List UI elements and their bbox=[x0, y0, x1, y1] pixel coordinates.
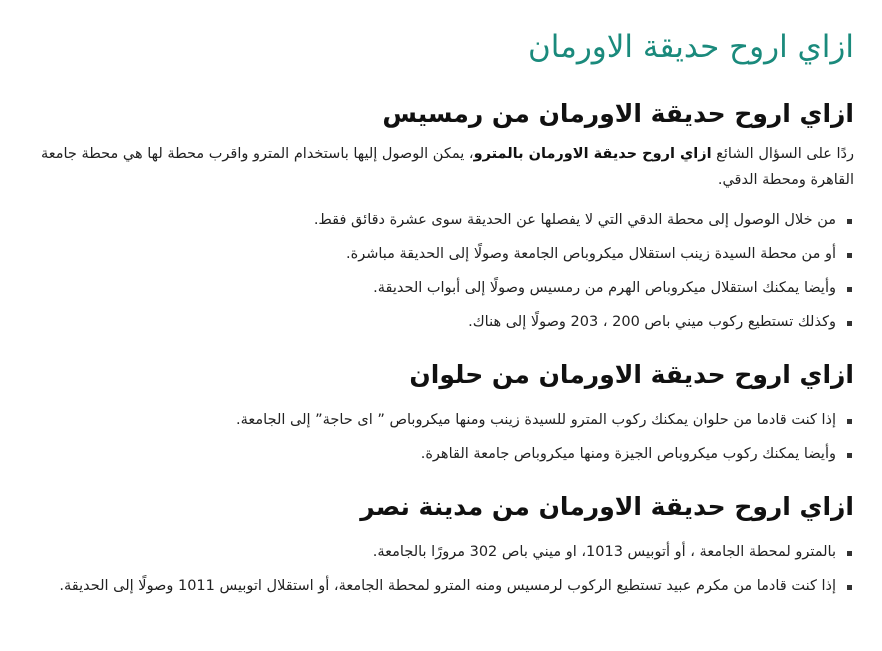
list-item: بالمترو لمحطة الجامعة ، أو أتوبيس 1013، او ميني باص 302 مرورًا بالجامعة. bbox=[20, 539, 836, 565]
section-nasr-city bbox=[20, 489, 854, 599]
bullet-list bbox=[20, 207, 854, 335]
intro-paragraph bbox=[20, 141, 854, 193]
bullet-list bbox=[20, 407, 854, 467]
list-item: أو من محطة السيدة زينب استقلال ميكروباص الجامعة وصولًا إلى الحديقة مباشرة. bbox=[20, 241, 836, 267]
list-item: إذا كنت قادما من حلوان يمكنك ركوب المترو للسيدة زينب ومنها ميكروباص ” اى حاجة” إلى الجامعة. bbox=[20, 407, 836, 433]
section-heading: ازاي اروح حديقة الاورمان من حلوان bbox=[409, 360, 854, 389]
intro-text-after: ، يمكن الوصول إليها باستخدام المترو واقرب محطة لها هي محطة جامعة القاهرة ومحطة الدقي. bbox=[40, 146, 854, 188]
intro-bold-phrase: ازاي اروح حديقة الاورمان بالمترو bbox=[473, 146, 712, 162]
section-heading: ازاي اروح حديقة الاورمان من رمسيس bbox=[382, 99, 854, 128]
bullet-list bbox=[20, 539, 854, 599]
section-heading: ازاي اروح حديقة الاورمان من مدينة نصر bbox=[360, 492, 854, 521]
list-item: إذا كنت قادما من مكرم عبيد تستطيع الركوب لرمسيس ومنه المترو لمحطة الجامعة، أو استقلال اتوبيس 1011 وصولًا إلى الحديقة. bbox=[20, 573, 836, 599]
section-ramses bbox=[20, 96, 854, 335]
intro-text-before: ردًا على السؤال الشائع bbox=[711, 146, 854, 162]
list-item: وكذلك تستطيع ركوب ميني باص 200 ، 203 وصولًا إلى هناك. bbox=[20, 309, 836, 335]
section-helwan bbox=[20, 357, 854, 467]
list-item: من خلال الوصول إلى محطة الدقي التي لا يفصلها عن الحديقة سوى عشرة دقائق فقط. bbox=[20, 207, 836, 233]
list-item: وأيضا يمكنك ركوب ميكروباص الجيزة ومنها ميكروباص جامعة القاهرة. bbox=[20, 441, 836, 467]
list-item: وأيضا يمكنك استقلال ميكروباص الهرم من رمسيس وصولًا إلى أبواب الحديقة. bbox=[20, 275, 836, 301]
page-title: ازاي اروح حديقة الاورمان bbox=[528, 29, 854, 65]
